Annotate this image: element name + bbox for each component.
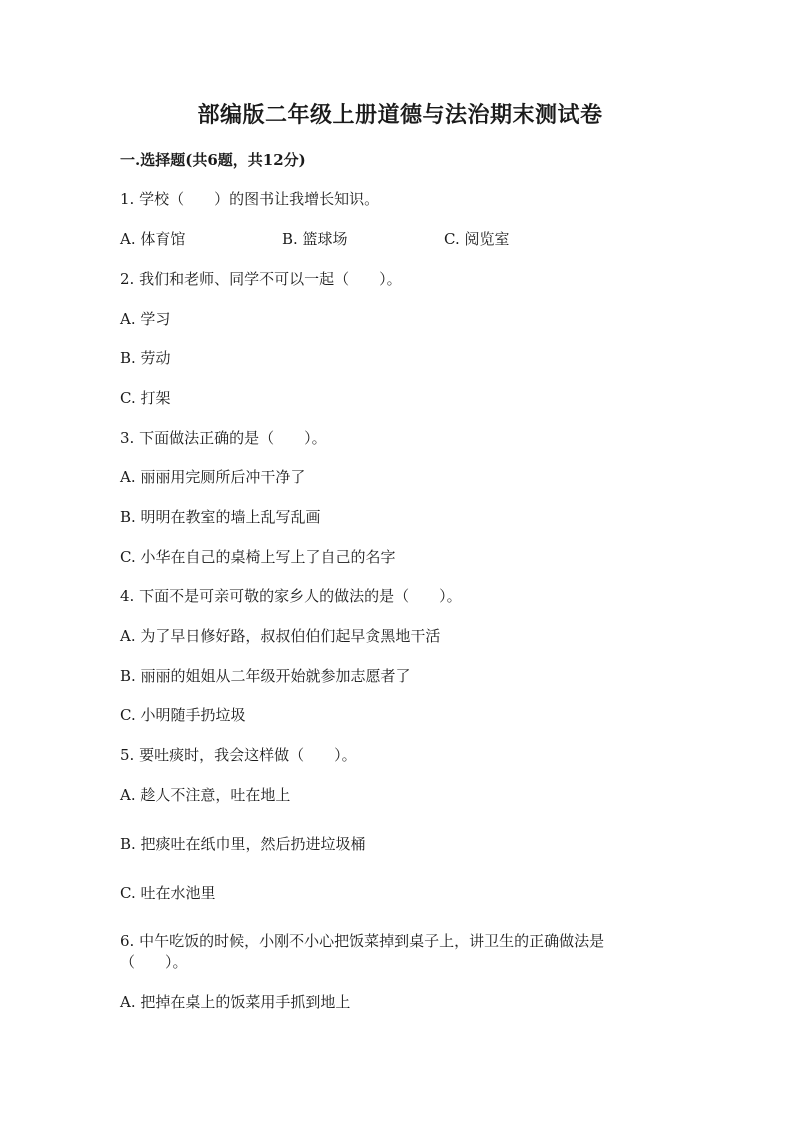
question-4-stem: 4. 下面不是可亲可敬的家乡人的做法的是（ ）。 [120,587,462,605]
page-title: 部编版二年级上册道德与法治期末测试卷 [197,102,603,128]
question-2-option-c: C. 打架 [120,389,171,407]
question-5-option-c: C. 吐在水池里 [120,884,216,902]
question-4-option-b: B. 丽丽的姐姐从二年级开始就参加志愿者了 [120,667,411,685]
question-2-option-a: A. 学习 [120,310,171,328]
question-2-stem: 2. 我们和老师、同学不可以一起（ ）。 [120,270,402,288]
question-5-option-b: B. 把痰吐在纸巾里，然后扔进垃圾桶 [120,835,366,853]
question-1-option-a: A. 体育馆 [120,230,186,248]
question-5-stem: 5. 要吐痰时，我会这样做（ ）。 [120,746,357,764]
question-3-option-b: B. 明明在教室的墙上乱写乱画 [120,508,321,526]
question-6-option-a: A. 把掉在桌上的饭菜用手抓到地上 [120,993,351,1011]
question-3-option-a: A. 丽丽用完厕所后冲干净了 [120,468,306,486]
question-4-option-a: A. 为了早日修好路，叔叔伯伯们起早贪黑地干活 [120,627,441,645]
question-5-option-a: A. 趁人不注意，吐在地上 [120,786,291,804]
question-1-option-c: C. 阅览室 [444,230,510,248]
section-heading: 一.选择题(共6题，共12分) [120,151,306,169]
question-6-stem: 6. 中午吃饭的时候，小刚不小心把饭菜掉到桌子上，讲卫生的正确做法是（ ）。 [120,932,605,971]
question-1-stem: 1. 学校（ ）的图书让我增长知识。 [120,190,380,208]
question-1-option-b: B. 篮球场 [282,230,348,248]
question-4-option-c: C. 小明随手扔垃圾 [120,706,246,724]
question-3-stem: 3. 下面做法正确的是（ ）。 [120,429,327,447]
question-3-option-c: C. 小华在自己的桌椅上写上了自己的名字 [120,548,396,566]
question-2-option-b: B. 劳动 [120,349,171,367]
